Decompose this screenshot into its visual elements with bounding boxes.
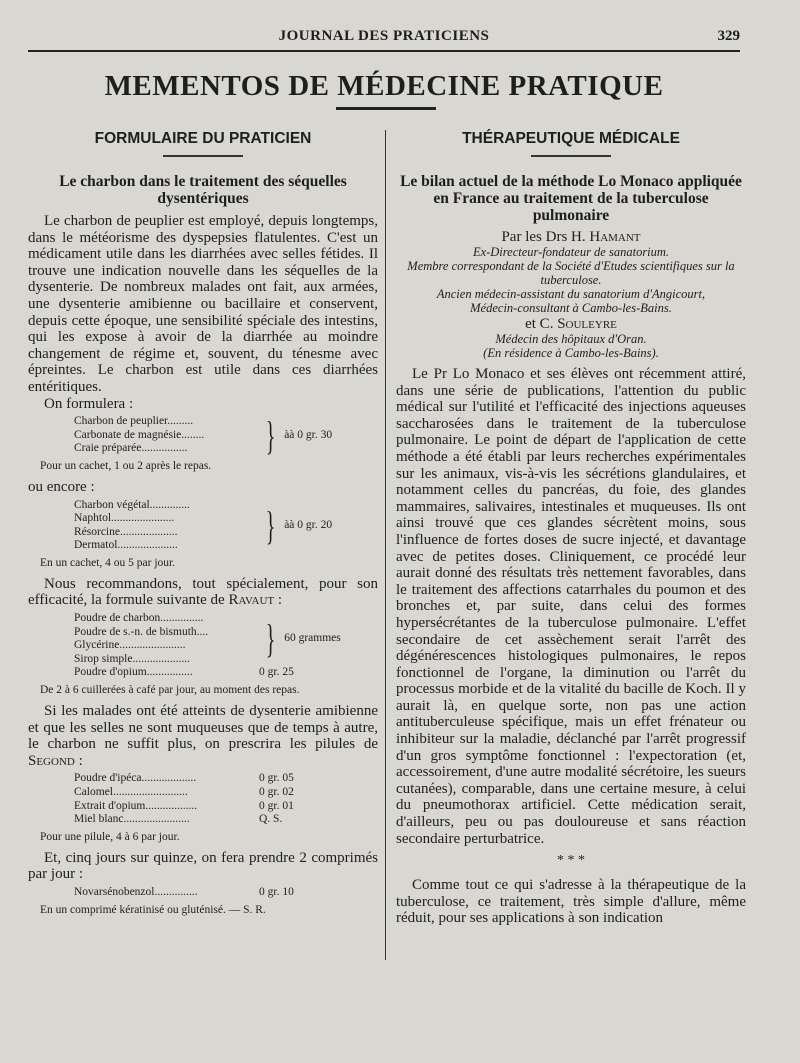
rx-dose: 0 gr. 10 [259, 885, 294, 898]
author-2-title: (En résidence à Cambo-les-Bains). [483, 346, 659, 360]
rx-dose: 0 gr. 05 [259, 772, 294, 785]
main-title: MEMENTOS DE MÉDECINE PRATIQUE [104, 70, 664, 102]
rx-note: De 2 à 6 cuillerées à café par jour, au moment des repas. [40, 684, 300, 697]
prescription-3 [74, 612, 378, 680]
rx-dose: 0 gr. 01 [259, 799, 294, 812]
rx-item: Glycérine....................... [74, 639, 186, 652]
rx-item: Poudre de s.-n. de bismuth.... [74, 625, 209, 638]
paragraph: Si les malades ont été atteints de dysenterie amibienne et que les selles ne sont muqueuses que de temps à autre, le charbon ne suffit plus, on prescrira les pilules de Segond : [28, 703, 378, 769]
paragraph: ou encore : [28, 478, 95, 495]
author-name: Segond [28, 752, 75, 769]
rx-item: Naphtol...................... [74, 512, 175, 525]
author-1-title: Membre correspondant de la Société d'Etudes scientifiques sur la tuberculose. [407, 259, 735, 287]
rx-item: Résorcine.................... [74, 525, 178, 538]
rx-item: Novarsénobenzol............... [74, 885, 198, 898]
column-divider [385, 130, 386, 960]
prescription-4 [74, 772, 378, 826]
section-title-formulaire: FORMULAIRE DU PRATICIEN [94, 130, 312, 147]
byline-author-2: et C. Souleyre [525, 316, 617, 332]
brace-icon: } [265, 616, 276, 662]
rx-item: Charbon végétal.............. [74, 498, 190, 511]
prescription-1 [74, 412, 378, 458]
rx-item: Miel blanc....................... [74, 813, 190, 826]
right-column [396, 128, 746, 927]
rx-item: Poudre d'ipéca................... [74, 772, 197, 785]
page-number: 329 [717, 28, 740, 44]
rx-note: En un comprimé kératinisé ou gluténisé. — S. R. [40, 903, 266, 916]
brace-icon: } [265, 412, 276, 458]
paragraph: Le charbon de peuplier est employé, depuis longtemps, dans le météorisme des dyspepsies flatulentes. C'est un médicament utile dans les diarrhées avec selles fétides. Il trouve une indication nouvelle dans les séquelles de la dysenterie. De nombreux malades ont fait, aux armées, une dysenterie amibienne ou bacillaire et conservent, depuis cette époque, une sensibilité spéciale des intestins, qui les expose à avoir de la diarrhée au moindre changement de régime et, souvent, du ténesme avec épreintes. Le charbon est utile dans ces diarrhées entéritiques. [28, 213, 378, 395]
left-column [28, 128, 378, 923]
rx-dose: àà 0 gr. 20 [284, 518, 333, 531]
paragraph: Et, cinq jours sur quinze, on fera prendre 2 comprimés par jour : [28, 849, 378, 883]
rx-item: Dermatol..................... [74, 539, 178, 552]
author-1-title: Ancien médecin-assistant du sanatorium d'Angicourt, [436, 287, 706, 301]
rx-item: Extrait d'opium.................. [74, 799, 198, 812]
author-1-title: Ex-Directeur-fondateur de sanatorium. [472, 245, 670, 259]
rx-item: Carbonate de magnésie........ [74, 428, 205, 441]
rx-note: Pour une pilule, 4 à 6 par jour. [40, 830, 180, 843]
prescription-5 [74, 886, 378, 900]
rx-dose: àà 0 gr. 30 [284, 428, 333, 441]
running-header [28, 26, 740, 52]
rx-dose: 60 grammes [284, 632, 341, 645]
byline-author-1: Par les Drs H. Hamant [501, 229, 641, 245]
rx-item: Charbon de peuplier......... [74, 415, 194, 428]
article-title-charbon: Le charbon dans le traitement des séquelles dysentériques [59, 173, 347, 207]
section-rule [163, 155, 243, 157]
rx-note: Pour un cachet, 1 ou 2 après le repas. [40, 459, 212, 472]
author-1-title: Médecin-consultant à Cambo-les-Bains. [470, 301, 672, 315]
paragraph: Comme tout ce qui s'adresse à la thérapeutique de la tuberculose, ce traitement, très simple d'allure, même réduit, pour ses applications à son indication [396, 877, 746, 927]
rx-note: En un cachet, 4 ou 5 par jour. [40, 556, 176, 569]
section-break-stars: * * * [557, 853, 585, 869]
rx-item: Sirop simple.................... [74, 652, 190, 665]
prescription-2 [74, 499, 378, 553]
rx-item: Craie préparée................ [74, 442, 188, 455]
brace-icon: } [265, 502, 276, 548]
author-name: Ravaut [228, 592, 275, 609]
rx-item: Calomel.......................... [74, 786, 188, 798]
paragraph: On formulera : [44, 395, 134, 412]
section-title-therapeutique: THÉRAPEUTIQUE MÉDICALE [462, 130, 680, 147]
rx-item: Poudre d'opium................ [74, 666, 193, 679]
rx-dose: 0 gr. 25 [259, 666, 294, 679]
paragraph: Nous recommandons, tout spécialement, pour son efficacité, la formule suivante de Ravaut : [28, 575, 378, 609]
rx-dose: 0 gr. 02 [259, 786, 294, 798]
rx-dose: Q. S. [259, 813, 283, 826]
title-rule [336, 107, 436, 110]
article-title-lo-monaco: Le bilan actuel de la méthode Lo Monaco appliquée en France au traitement de la tuberculose pulmonaire [400, 173, 742, 224]
journal-title: JOURNAL DES PRATICIENS [278, 28, 490, 44]
section-rule [531, 155, 611, 157]
paragraph: Le Pr Lo Monaco et ses élèves ont récemment attiré, dans une série de publications, l'attention du public médical sur l'utilité et l'efficacité des injections aqueuses saccharosées dans le traitement de la tuberculose pulmonaire. Le point de départ de l'application de cette méthode a été établi par leurs recherches expérimentales sur les animaux, vis-à-vis les sécrétions glandulaires, et notamment celles du pancréas, du foie, des glandes mammaires, salivaires, intestinales et muqueuses. Ils ont ainsi trouvé que ces glandes sécrètent moins, sous l'influence de fortes doses de sucre injecté, et davantage avec de petites doses. Cliniquement, ce procédé leur aurait donné des résultats très nettement favorables, dans le traitement des affections catarrhales du poumon et des bronches et, par suite, dans celui des formes hypersécrétantes de la tuberculose pulmonaire. L'effet secondaire de cet assèchement serait l'arrêt des dégénérescences histologiques pulmonaires, le repos fonctionnel de l'organe, la diminution ou l'arrêt du processus morbide et de la vitalité du bacille de Koch. Il y aurait là, en quelque sorte, non pas une action antituberculeuse spécifique, mais un effet frénateur ou inhibiteur sur la maladie, déclanché par l'arrêt progressif d'un gros symptôme fonctionnel : l'expectoration (et, accessoirement, d'une autre modalité sécrétoire, les sueurs cutanées), comparable, dans une certaine mesure, à celui du pneumothorax artificiel. Cette médication serait, d'ailleurs, peu ou pas douloureuse et sans réaction secondaire perturbatrice. [396, 366, 746, 847]
rx-item: Poudre de charbon............... [74, 612, 204, 625]
author-2-title: Médecin des hôpitaux d'Oran. [495, 332, 647, 346]
